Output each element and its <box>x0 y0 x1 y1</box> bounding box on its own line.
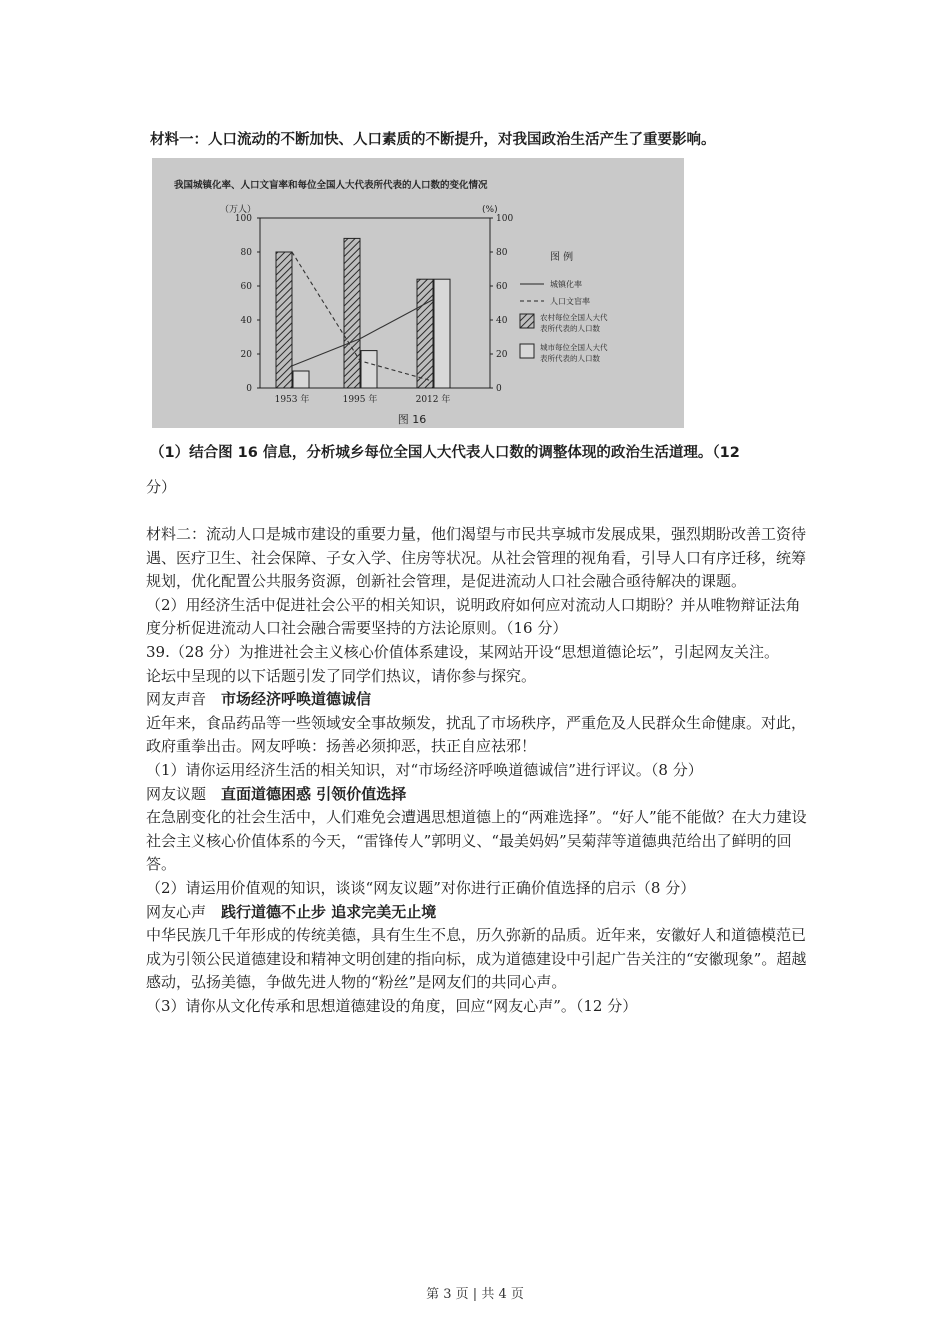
left-axis-unit: （万人） <box>220 205 257 215</box>
bar-rural <box>344 238 360 388</box>
bar-rural <box>417 279 433 388</box>
legend-label-urban-2: 表所代表的人口数 <box>540 354 600 363</box>
forum-intro: 论坛中呈现的以下话题引发了同学们热议，请你参与探究。 <box>146 666 537 685</box>
chart-svg <box>152 158 684 428</box>
topic-label: 网友声音 <box>146 690 207 709</box>
question-one-tail: 分） <box>146 478 177 496</box>
left-tick-label: 60 <box>240 282 252 292</box>
legend-swatch-rural <box>520 314 534 328</box>
legend-label-rural-1: 农村每位全国人大代 <box>540 313 608 322</box>
topic-title: 直面道德困惑 引领价值选择 <box>221 784 407 803</box>
legend-swatch-urban <box>520 344 534 358</box>
x-tick-label: 2012 年 <box>415 395 451 405</box>
x-tick-label: 1953 年 <box>274 395 310 405</box>
left-tick-label: 100 <box>234 214 252 224</box>
legend-label-urbanization: 城镇化率 <box>550 280 582 289</box>
bar-urban <box>361 351 377 388</box>
heart-paragraph: 中华民族几千年形成的传统美德，具有生生不息，历久弥新的品质。近年来，安徽好人和道德模范已成为引领公民道德建设和精神文明创建的指向标，成为道德建设中引起广告关注的“安徽现象”。超越感动，弘扬美德，争做先进人物的“粉丝”是网友们的共同心声。 <box>146 926 807 992</box>
topic-title: 市场经济呼唤道德诚信 <box>221 690 372 709</box>
bar-urban <box>293 371 309 388</box>
sub-question-one: （1）请你运用经济生活的相关知识，对“市场经济呼唤道德诚信”进行评议。（8 分） <box>146 760 703 779</box>
left-tick-label: 40 <box>240 316 252 326</box>
left-tick-label: 20 <box>240 350 252 360</box>
right-tick-label: 60 <box>496 282 508 292</box>
topic-heading-issue <box>146 783 810 807</box>
topic-label: 网友议题 <box>146 784 207 803</box>
topic-heading-voice <box>146 688 810 712</box>
question-39-intro: 39.（28 分）为推进社会主义核心价值体系建设，某网站开设“思想道德论坛”，引起网友关注。 <box>146 642 780 661</box>
topic-heading-heart <box>146 901 810 925</box>
material-one-title: 材料一：人口流动的不断加快、人口素质的不断提升，对我国政治生活产生了重要影响。 <box>150 132 716 148</box>
chart-title: 我国城镇化率、人口文盲率和每位全国人大代表所代表的人口数的变化情况 <box>174 180 488 191</box>
question-two: （2）用经济生活中促进社会公平的相关知识，说明政府如何应对流动人口期盼？并从唯物辩证法角度分析促进流动人口社会融合需要坚持的方法论原则。（16 分） <box>146 595 801 638</box>
right-axis-unit: (%) <box>482 205 498 215</box>
sub-question-two: （2）请运用价值观的知识，谈谈“网友议题”对你进行正确价值选择的启示（8 分） <box>146 878 696 897</box>
bar-rural <box>276 252 292 388</box>
right-tick-label: 80 <box>496 248 508 258</box>
right-tick-label: 20 <box>496 350 508 360</box>
figure-16 <box>152 158 684 428</box>
right-tick-label: 100 <box>496 214 514 224</box>
left-tick-label: 0 <box>246 384 252 394</box>
question-one-continued <box>146 476 810 500</box>
topic-title: 践行道德不止步 追求完美无止境 <box>221 902 437 921</box>
legend-label-illiteracy: 人口文盲率 <box>550 297 590 306</box>
topic-label: 网友心声 <box>146 902 207 921</box>
right-tick-label: 40 <box>496 316 508 326</box>
material-two: 材料二：流动人口是城市建设的重要力量，他们渴望与市民共享城市发展成果，强烈期盼改善工资待遇、医疗卫生、社会保障、子女入学、住房等状况。从社会管理的视角看，引导人口有序迁移，统筹规划，优化配置公共服务资源，创新社会管理，是促进流动人口社会融合亟待解决的课题。 <box>146 525 807 591</box>
question-one: （1）结合图 16 信息，分析城乡每位全国人大代表人口数的调整体现的政治生活道理。（12 <box>150 445 740 461</box>
right-tick-label: 0 <box>496 384 502 394</box>
sub-question-three: （3）请你从文化传承和思想道德建设的角度，回应“网友心声”。（12 分） <box>146 996 638 1015</box>
main-text <box>146 523 810 1018</box>
left-tick-label: 80 <box>240 248 252 258</box>
bar-urban <box>434 279 450 388</box>
issue-paragraph: 在急剧变化的社会生活中，人们难免会遭遇思想道德上的“两难选择”。“好人”能不能做？在大力建设社会主义核心价值体系的今天，“雷锋传人”郭明义、“最美妈妈”吴菊萍等道德典范给出了鲜明的回答。 <box>146 808 807 874</box>
legend-label-rural-2: 表所代表的人口数 <box>540 324 600 333</box>
page-footer: 第 3 页 | 共 4 页 <box>426 1287 524 1302</box>
figure-caption: 图 16 <box>397 413 427 426</box>
legend-label-urban-1: 城市每位全国人大代 <box>540 343 608 352</box>
legend-title: 图 例 <box>550 252 574 263</box>
x-tick-label: 1995 年 <box>342 395 378 405</box>
voice-paragraph: 近年来，食品药品等一些领域安全事故频发，扰乱了市场秩序，严重危及人民群众生命健康。对此，政府重拳出击。网友呼唤：扬善必须抑恶，扶正自应祛邪！ <box>146 713 807 756</box>
